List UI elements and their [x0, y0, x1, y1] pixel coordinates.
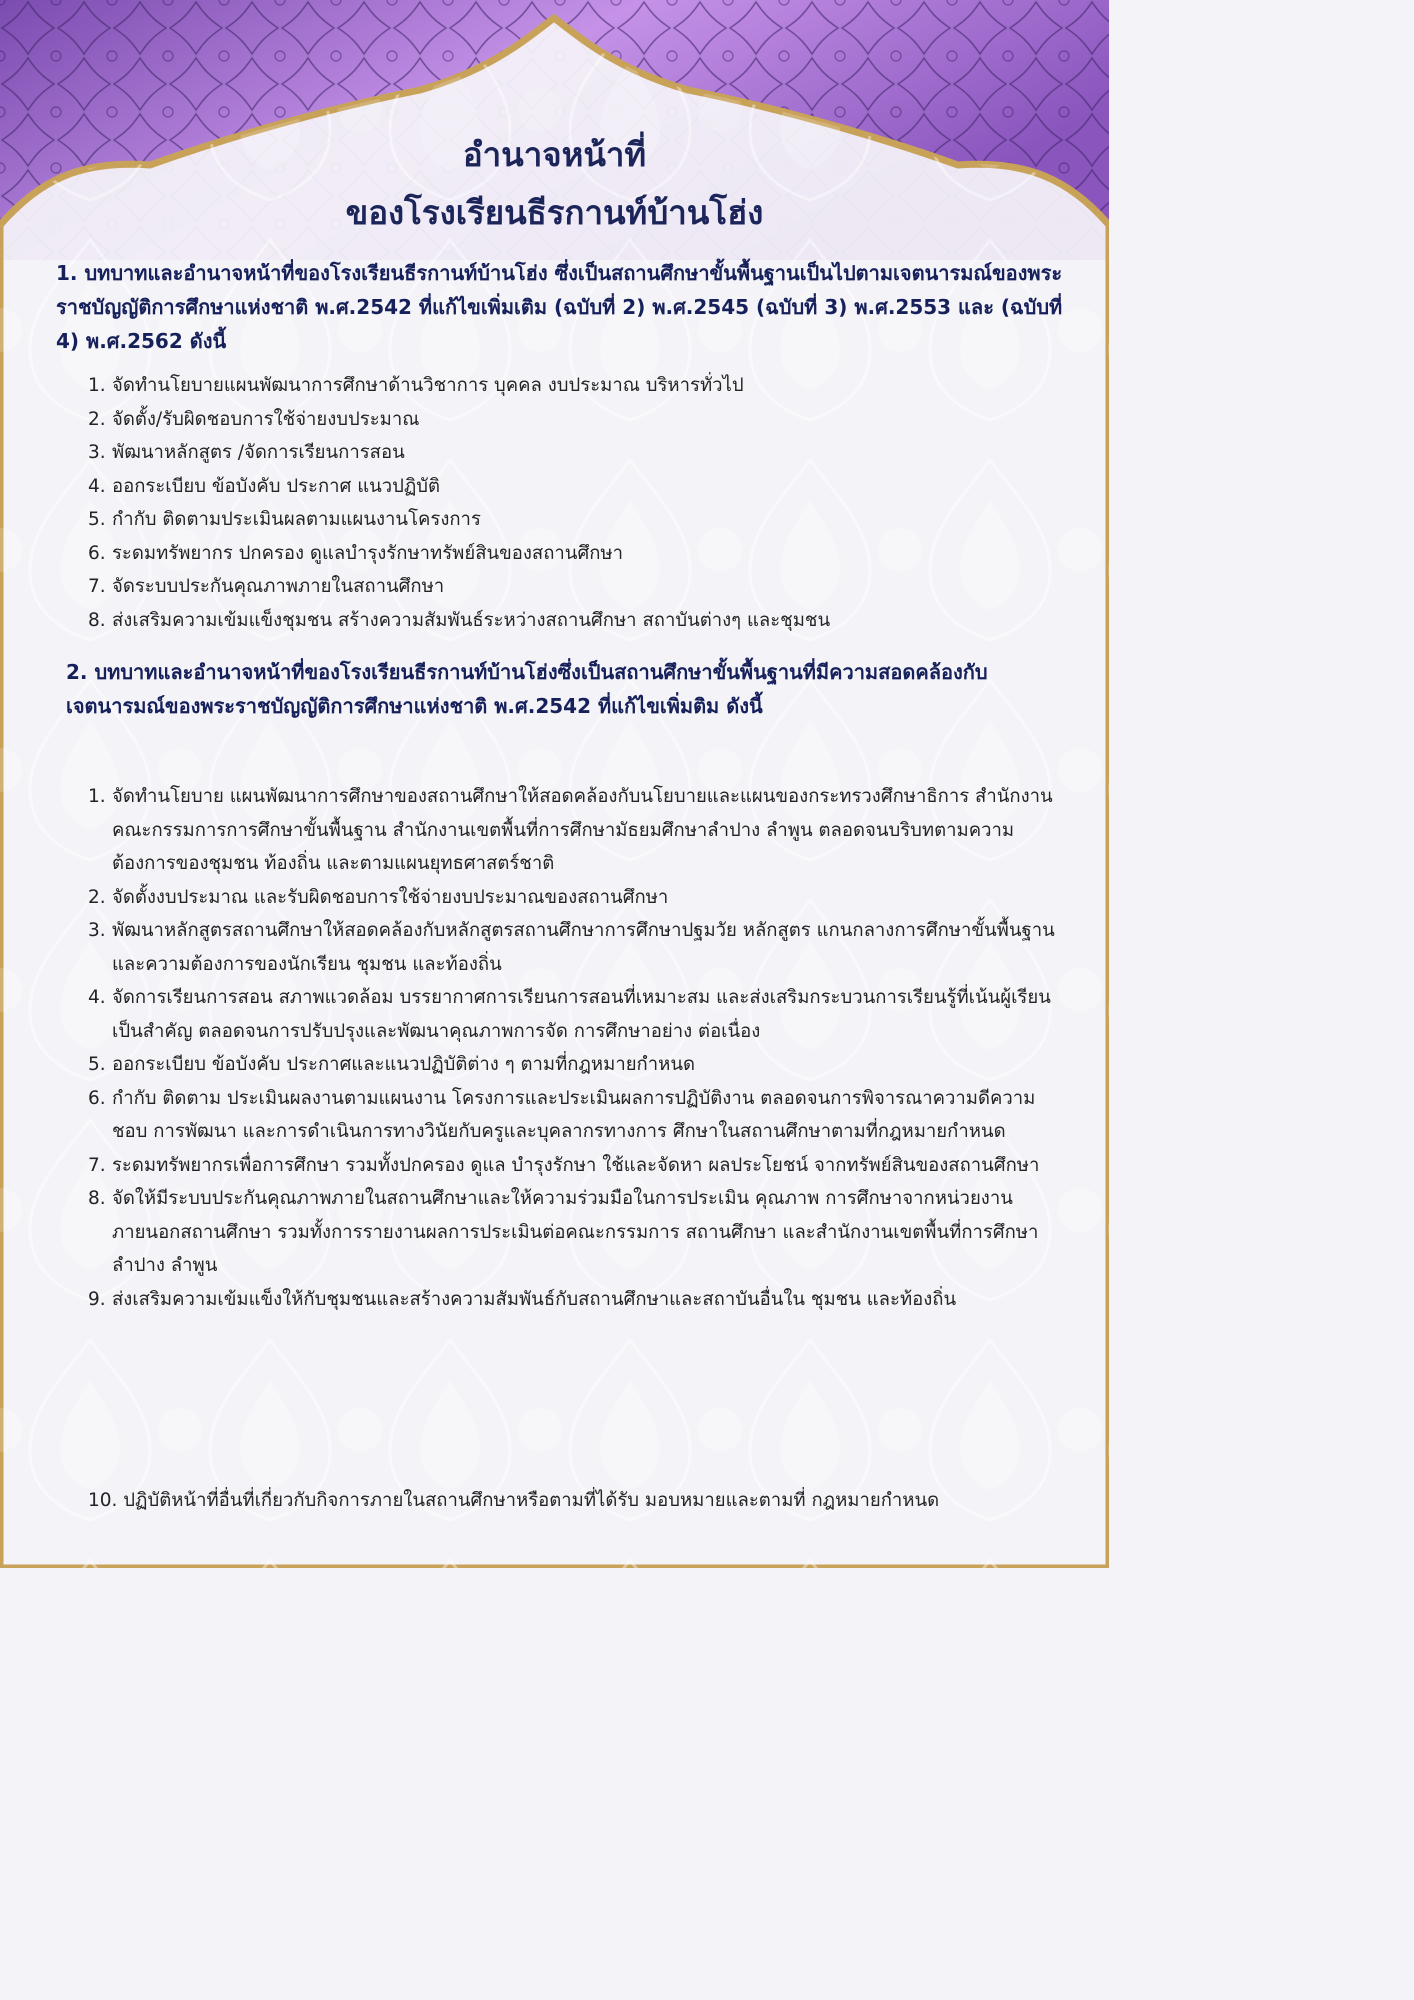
- list-item: [88, 570, 1078, 604]
- list-item-number: 7.: [88, 576, 106, 597]
- section1-heading: 1. บทบาทและอำนาจหน้าที่ของโรงเรียนธีรกานท์บ้านโฮ่ง ซึ่งเป็นสถานศึกษาขั้นพื้นฐานเป็นไปตามเจตนารมณ์ของพระราชบัญญัติการศึกษาแห่งชาติ พ.ศ.2542 ที่แก้ไขเพิ่มเติม (ฉบับที่ 2) พ.ศ.2545 (ฉบับที่ 3) พ.ศ.2553 และ (ฉบับที่ 4) พ.ศ.2562 ดังนี้: [56, 261, 1063, 353]
- list-item-number: 2.: [88, 886, 106, 908]
- list-item-number: 7.: [88, 1154, 106, 1176]
- list-item-number: 2.: [88, 408, 106, 430]
- list-item-text: ระดมทรัพยากรเพื่อการศึกษา รวมทั้งปกครอง ดูแล บำรุงรักษา ใช้และจัดหา ผลประโยชน์ จากทรัพย์สินของสถานศึกษา: [112, 1154, 1040, 1176]
- list-item-text: พัฒนาหลักสูตร /จัดการเรียนการสอน: [112, 442, 405, 463]
- list-item: [88, 537, 1078, 571]
- list-item-text: จัดทำนโยบายแผนพัฒนาการศึกษาด้านวิชาการ บุคคล งบประมาณ บริหารทั่วไป: [112, 375, 744, 396]
- list-item: [88, 470, 1078, 504]
- page-title-line1: อำนาจหน้าที่: [462, 135, 647, 174]
- list-item-text: พัฒนาหลักสูตรสถานศึกษาให้สอดคล้องกับหลักสูตรสถานศึกษาการศึกษาปฐมวัย หลักสูตร แกนกลางการศึกษาขั้นพื้นฐาน และความต้องการของนักเรียน ชุมชน และท้องถิ่น: [112, 920, 1055, 975]
- page-title-line2: ของโรงเรียนธีรกานท์บ้านโฮ่ง: [345, 193, 764, 232]
- list-item: [88, 1149, 1060, 1183]
- list-item-number: 4.: [88, 987, 106, 1008]
- list-item: [88, 1283, 1060, 1317]
- section2-heading: 2. บทบาทและอำนาจหน้าที่ของโรงเรียนธีรกานท์บ้านโฮ่งซึ่งเป็นสถานศึกษาขั้นพื้นฐานที่มีความสอดคล้องกับเจตนารมณ์ของพระราชบัญญัติการศึกษาแห่งชาติ พ.ศ.2542 ที่แก้ไขเพิ่มติม ดังนี้: [66, 660, 988, 718]
- section2-item-10: 10. ปฏิบัติหน้าที่อื่นที่เกี่ยวกับกิจการภายในสถานศึกษาหรือตามที่ได้รับ มอบหมายและตามที่ กฎหมายกำหนด: [88, 1490, 940, 1511]
- list-item-number: 8.: [88, 609, 106, 631]
- list-item-text: จัดระบบประกันคุณภาพภายในสถานศึกษา: [112, 576, 445, 597]
- list-item: [88, 981, 1060, 1048]
- list-item-text: จัดตั้งงบประมาณ และรับผิดชอบการใช้จ่ายงบประมาณของสถานศึกษา: [112, 886, 669, 908]
- list-item: [88, 503, 1078, 537]
- list-item-text: กำกับ ติดตาม ประเมินผลงานตามแผนงาน โครงการและประเมินผลการปฏิบัติงาน ตลอดจนการพิจารณาความดีความชอบ การพัฒนา และการดำเนินการทางวินัยกับครูและบุคลากรทางการ ศึกษาในสถานศึกษาตามที่กฎหมายกำหนด: [112, 1087, 1036, 1142]
- list-item-number: 3.: [88, 920, 106, 941]
- list-item-number: 1.: [88, 375, 106, 396]
- list-item: [88, 604, 1078, 638]
- list-item: [88, 881, 1060, 915]
- list-item-text: จัดให้มีระบบประกันคุณภาพภายในสถานศึกษาและให้ความร่วมมือในการประเมิน คุณภาพ การศึกษาจากหน่วยงานภายนอกสถานศึกษา รวมทั้งการรายงานผลการประเมินต่อคณะกรรมการ สถานศึกษา และสำนักงานเขตพื้นที่การศึกษาลำปาง ลำพูน: [112, 1188, 1039, 1276]
- section2-list: [88, 780, 1060, 1316]
- list-item-text: จัดทำนโยบาย แผนพัฒนาการศึกษาของสถานศึกษาให้สอดคล้องกับนโยบายและแผนของกระทรวงศึกษาธิการ สำนักงานคณะกรรมการการศึกษาขั้นพื้นฐาน สำนักงานเขตพื้นที่การศึกษามัธยมศึกษาลำปาง ลำพูน ตลอดจนบริบทตามความต้องการของชุมชน ท้องถิ่น และตามแผนยุทธศาสตร์ชาติ: [112, 786, 1053, 874]
- list-item: [88, 436, 1078, 470]
- list-item-number: 1.: [88, 786, 106, 807]
- list-item-text: ออกระเบียบ ข้อบังคับ ประกาศและแนวปฏิบัติต่าง ๆ ตามที่กฎหมายกำหนด: [112, 1054, 695, 1075]
- list-item-number: 4.: [88, 475, 106, 497]
- section1-list: [88, 369, 1078, 637]
- list-item: [88, 369, 1078, 403]
- list-item: [88, 914, 1060, 981]
- list-item: [88, 1182, 1060, 1283]
- list-item-number: 6.: [88, 1087, 106, 1109]
- list-item-number: 3.: [88, 442, 106, 463]
- list-item-text: จัดการเรียนการสอน สภาพแวดล้อม บรรยากาศการเรียนการสอนที่เหมาะสม และส่งเสริมกระบวนการเรียนรู้ที่เน้นผู้เรียนเป็นสำคัญ ตลอดจนการปรับปรุงและพัฒนาคุณภาพการจัด การศึกษาอย่าง ต่อเนื่อง: [112, 987, 1051, 1042]
- list-item: [88, 1082, 1060, 1149]
- list-item-number: 6.: [88, 542, 106, 564]
- list-item-number: 9.: [88, 1288, 106, 1310]
- list-item: [88, 403, 1078, 437]
- list-item-text: ระดมทรัพยากร ปกครอง ดูแลบำรุงรักษาทรัพย์สินของสถานศึกษา: [112, 542, 623, 564]
- list-item: [88, 780, 1060, 881]
- list-item-text: ส่งเสริมความเข้มแข็งให้กับชุมชนและสร้างความสัมพันธ์กับสถานศึกษาและสถาบันอื่นใน ชุมชน และท้องถิ่น: [112, 1288, 957, 1310]
- list-item-text: ส่งเสริมความเข้มแข็งชุมชน สร้างความสัมพันธ์ระหว่างสถานศึกษา สถาบันต่างๆ และชุมชน: [112, 609, 831, 631]
- list-item-text: ออกระเบียบ ข้อบังคับ ประกาศ แนวปฏิบัติ: [112, 475, 441, 497]
- list-item-number: 5.: [88, 509, 106, 530]
- list-item-number: 5.: [88, 1054, 106, 1075]
- list-item-text: กำกับ ติดตามประเมินผลตามแผนงานโครงการ: [112, 509, 481, 530]
- list-item-text: จัดตั้ง/รับผิดชอบการใช้จ่ายงบประมาณ: [112, 408, 420, 430]
- list-item: [88, 1048, 1060, 1082]
- list-item-number: 8.: [88, 1188, 106, 1209]
